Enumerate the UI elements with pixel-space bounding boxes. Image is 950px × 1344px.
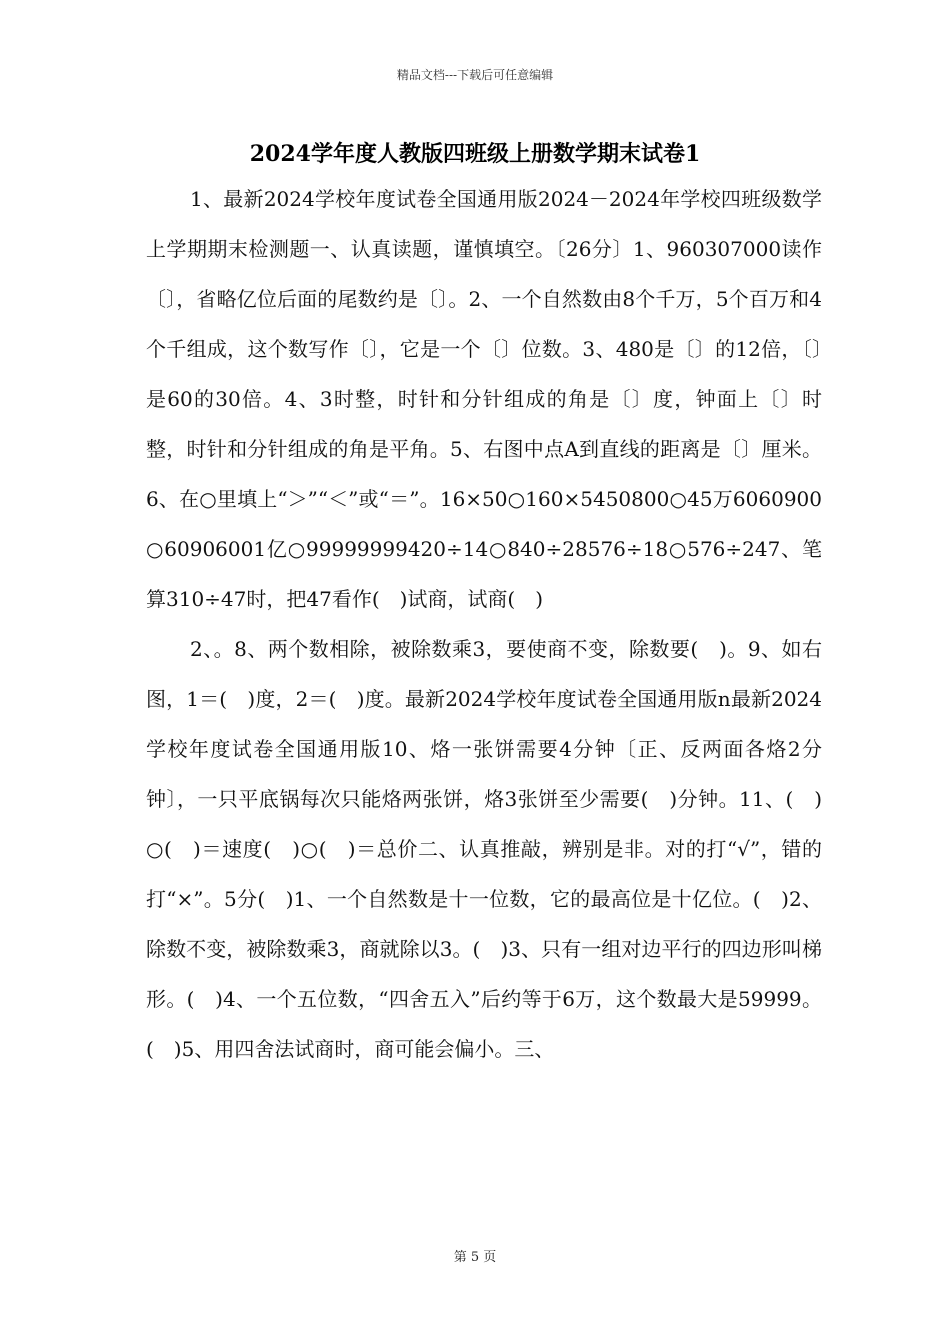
body-paragraph: 1、最新2024学校年度试卷全国通用版2024－2024年学校四班级数学上学期期末检测题一、认真读题，谨慎填空。〔26分〕1、960307000读作〔〕，省略亿位后面的尾数约是〔〕。2、一个自然数由8个千万，5个百万和4个千组成，这个数写作〔〕，它是一个〔〕位数。3、480是〔〕的12倍，〔〕是60的30倍。4、3时整，时针和分针组成的角是〔〕度，钟面上〔〕时整，时针和分针组成的角是平角。5、右图中点A到直线的距离是〔〕厘米。6、在○里填上“＞”“＜”或“＝”。16×50○160×5450800○45万6060900○60906001亿○99999999420÷14○840÷28576÷18○576÷247、笔算310÷47时，把47看作( )试商，试商( ) [146,187,822,611]
header-note: 精品文档---下载后可任意编辑 [396,68,554,82]
document-body [146,174,822,1074]
document-title: 2024学年度人教版四班级上册数学期末试卷1 [249,141,701,167]
body-paragraph: 2、。8、两个数相除，被除数乘3，要使商不变，除数要( )。9、如右图，1＝( )度，2＝( )度。最新2024学校年度试卷全国通用版n最新2024学校年度试卷全国通用版10、烙一张饼需要4分钟〔正、反两面各烙2分钟〕，一只平底锅每次只能烙两张饼，烙3张饼至少需要( )分钟。11、( )○( )＝速度( )○( )＝总价二、认真推敲，辨别是非。对的打“√”，错的打“×”。5分( )1、一个自然数是十一位数，它的最高位是十亿位。( )2、除数不变，被除数乘3，商就除以3。( )3、只有一组对边平行的四边形叫梯形。( )4、一个五位数，“四舍五入”后约等于6万，这个数最大是59999。( )5、用四舍法试商时，商可能会偏小。三、 [146,637,822,1061]
page-number: 第 5 页 [453,1250,497,1265]
